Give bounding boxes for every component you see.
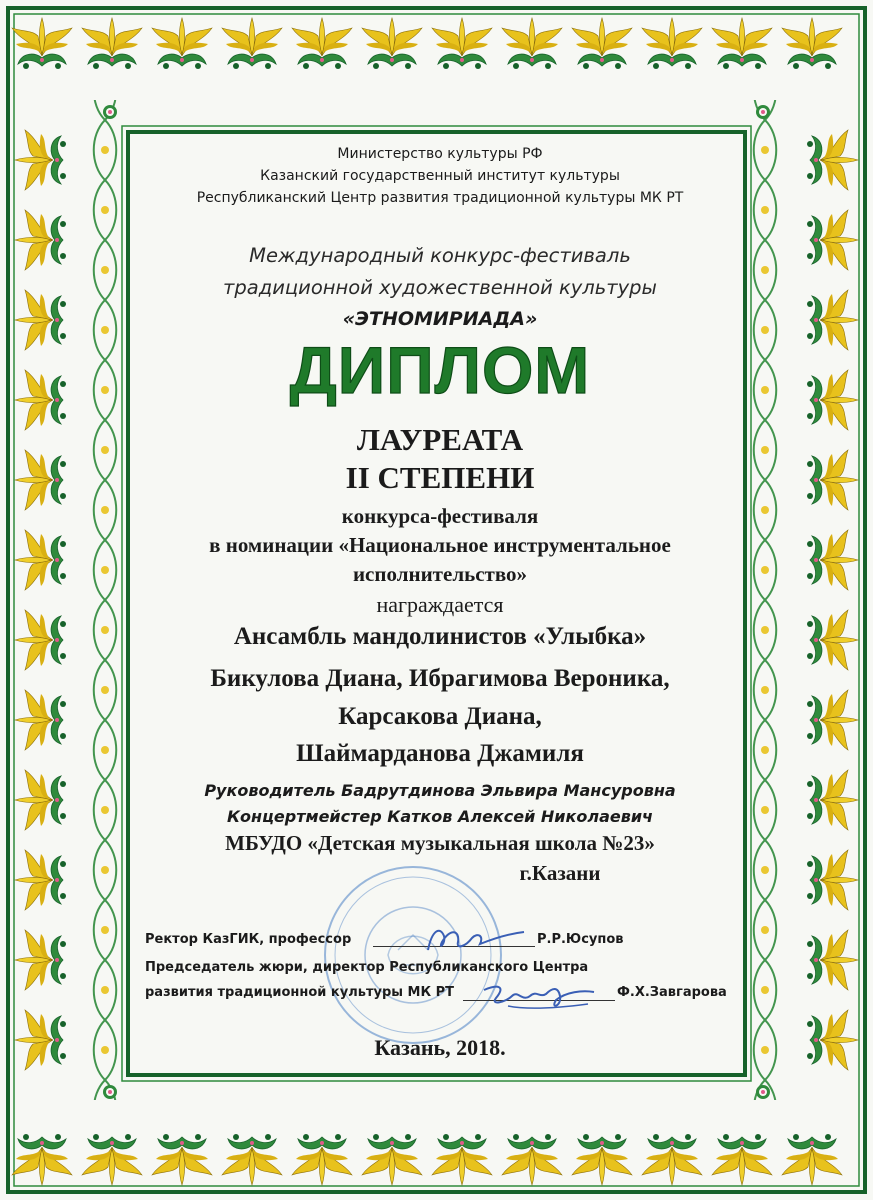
recipients-line-3: Карсакова Диана, (338, 703, 542, 730)
place-date: Казань, 2018. (374, 1035, 506, 1060)
awarded-line: награждается (376, 592, 504, 617)
festival-line-1: Международный конкурс-фестиваль (249, 244, 631, 267)
nomination-line-1: конкурса-фестиваля (341, 504, 539, 528)
school-city: г.Казани (519, 861, 601, 885)
leader-line: Руководитель Бадрутдинова Эльвира Мансуровна (204, 781, 676, 800)
chair-name: Ф.Х.Завгарова (617, 985, 727, 1000)
school-line: МБУДО «Детская музыкальная школа №23» (225, 831, 655, 855)
recipients-line-4: Шаймарданова Джамиля (296, 740, 584, 767)
center-line: Республиканский Центр развития традиционной культуры МК РТ (196, 190, 684, 206)
nomination-line-3: исполнительство» (352, 562, 528, 586)
diploma-title: ДИПЛОМ (289, 333, 591, 407)
laureate-line: ЛАУРЕАТА (356, 422, 524, 457)
ensemble-name: Ансамбль мандолинистов «Улыбка» (233, 623, 647, 650)
degree-line: II СТЕПЕНИ (345, 460, 535, 495)
festival-name: «ЭТНОМИРИАДА» (342, 308, 538, 330)
chair-title-1: Председатель жюри, директор Республиканского Центра (145, 960, 589, 975)
chair-signature-icon (478, 976, 598, 1020)
rector-title: Ректор КазГИК, профессор (145, 932, 352, 947)
accompanist-line: Концертмейстер Катков Алексей Николаевич (226, 807, 654, 826)
institute-line: Казанский государственный институт культуры (260, 168, 620, 184)
ministry-line: Министерство культуры РФ (337, 146, 543, 162)
recipients-line-2: Бикулова Диана, Ибрагимова Вероника, (210, 665, 670, 692)
rector-signature-icon (420, 920, 530, 960)
chair-title-2: развития традиционной культуры МК РТ (145, 985, 455, 1000)
festival-line-2: традиционной художественной культуры (223, 276, 657, 299)
nomination-line-2: в номинации «Национальное инструментальное (209, 533, 671, 557)
rector-name: Р.Р.Юсупов (537, 932, 624, 947)
